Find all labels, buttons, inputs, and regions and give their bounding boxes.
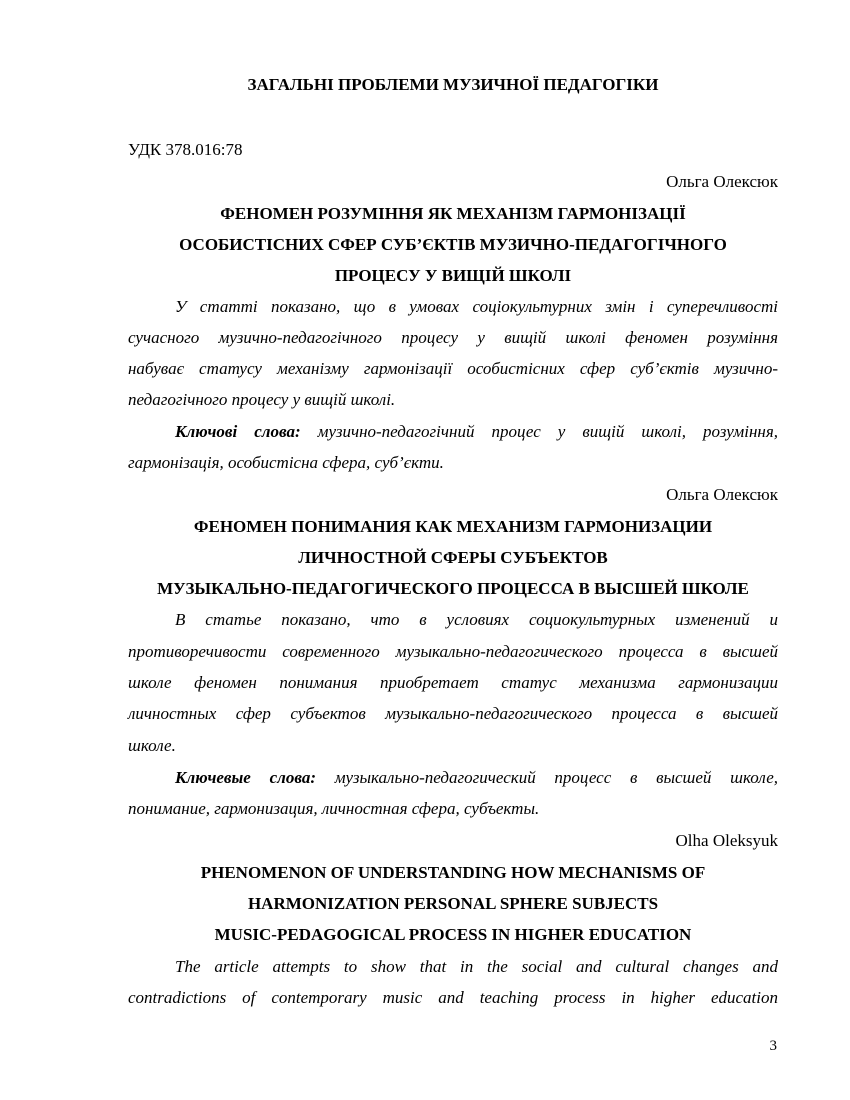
document-page (128, 0, 778, 1100)
section-title: ЗАГАЛЬНІ ПРОБЛЕМИ МУЗИЧНОЇ ПЕДАГОГІКИ (247, 75, 659, 94)
ru-abstract-line: школе феномен понимания приобретает статус механизма гармонизации (128, 673, 778, 692)
ru-keywords-label: Ключевые слова: (175, 768, 316, 787)
ua-author: Ольга Олексюк (666, 172, 778, 191)
ru-abstract-line: противоречивости современного музыкально-педагогического процесса в высшей (128, 642, 778, 661)
en-title-line: HARMONIZATION PERSONAL SPHERE SUBJECTS (247, 894, 659, 913)
ru-keywords-line: понимание, гармонизация, личностная сфера, субъекты. (128, 799, 540, 818)
ru-title-line: ЛИЧНОСТНОЙ СФЕРЫ СУБЪЕКТОВ (298, 548, 608, 567)
ua-abstract-line: сучасного музично-педагогічного процесу у вищій школі феномен розуміння (128, 328, 778, 347)
ru-abstract-line: личностных сфер субъектов музыкально-педагогического процесса в высшей (128, 704, 778, 723)
ua-keywords-text: музично-педагогічний процес у вищій школі, розуміння, (300, 422, 779, 441)
page-number: 3 (769, 1038, 777, 1054)
ru-keywords-line (128, 767, 778, 789)
en-title-line: MUSIC-PEDAGOGICAL PROCESS IN HIGHER EDUCATION (214, 925, 692, 944)
ru-author: Ольга Олексюк (666, 485, 778, 504)
ru-keywords-text: музыкально-педагогический процесс в высшей школе, (315, 768, 778, 787)
ru-title-line: МУЗЫКАЛЬНО-ПЕДАГОГИЧЕСКОГО ПРОЦЕССА В ВЫСШЕЙ ШКОЛЕ (157, 579, 749, 598)
ua-abstract-line: У статті показано, що в умовах соціокультурних змін і суперечливості (175, 297, 778, 316)
ua-title-line: ФЕНОМЕН РОЗУМІННЯ ЯК МЕХАНІЗМ ГАРМОНІЗАЦІЇ (220, 204, 686, 223)
ua-keywords-line: гармонізація, особистісна сфера, суб’єкти. (128, 453, 444, 472)
ua-keywords-label: Ключові слова: (175, 422, 301, 441)
en-author: Olha Oleksyuk (675, 831, 778, 850)
ua-abstract-line: набуває статусу механізму гармонізації особистісних сфер суб’єктів музично- (128, 359, 778, 378)
ua-title-line: ОСОБИСТІСНИХ СФЕР СУБ’ЄКТІВ МУЗИЧНО-ПЕДАГОГІЧНОГО (179, 235, 727, 254)
ru-title-line: ФЕНОМЕН ПОНИМАНИЯ КАК МЕХАНИЗМ ГАРМОНИЗАЦИИ (193, 517, 713, 536)
udk-code: УДК 378.016:78 (128, 140, 243, 159)
en-title-line: PHENOMENON OF UNDERSTANDING HOW MECHANISMS OF (200, 863, 706, 882)
ua-keywords-line (128, 421, 778, 443)
en-abstract-line: The article attempts to show that in the social and cultural changes and (175, 957, 778, 976)
ru-abstract-line: школе. (128, 736, 176, 755)
ru-abstract-line: В статье показано, что в условиях социокультурных изменений и (175, 610, 778, 629)
ua-abstract-line: педагогічного процесу у вищій школі. (128, 390, 396, 409)
en-abstract-line: contradictions of contemporary music and teaching process in higher education (128, 988, 778, 1007)
ua-title-line: ПРОЦЕСУ У ВИЩІЙ ШКОЛІ (334, 266, 572, 285)
